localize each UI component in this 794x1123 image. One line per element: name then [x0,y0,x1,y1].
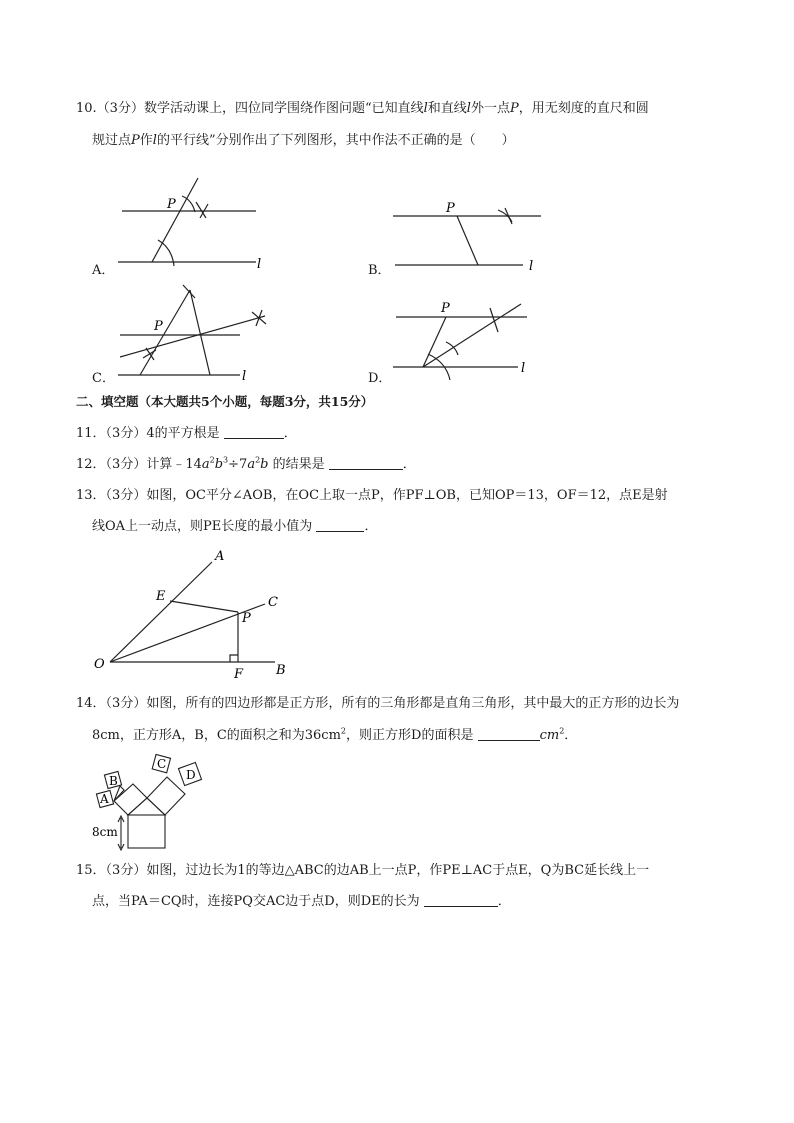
q14-label-length: 8cm [92,825,118,839]
fig-d-l-label: l [521,361,526,376]
q10-var: l [423,101,428,116]
q14-label-a: A [100,792,109,806]
q13-label-f: F [234,667,244,682]
q15-end: ． [497,894,511,909]
q11-end: ． [283,426,297,441]
option-d-label: D． [368,371,392,386]
option-c-label: C． [92,371,115,386]
q14-text: 8cm，正方形A，B，C的面积之和为36cm [92,728,341,743]
q10-text: 规过点 [92,133,132,148]
q12-var: a [247,457,256,472]
q14-exp: 2 [340,726,347,736]
q12-exp: 2 [255,455,261,465]
q10-text: ，用无刻度的直尺和圆 [518,101,649,116]
q14-label-d: D [186,768,196,782]
fig-a-l-label: l [257,257,262,272]
q12-var: b [260,457,269,472]
q12-text: ÷7 [228,457,248,472]
q10-var: l [152,133,157,148]
q15-text: 点，当PA＝CQ时，连接PQ交AC边于点D，则DE的长为 [92,894,420,909]
q10-text: 10.（3分）数学活动课上，四位同学围绕作图问题“已知直线 [76,101,424,116]
q14-line1: 14．（3分）如图，所有的四边形都是正方形，所有的三角形都是直角三角形，其中最大的正方形的边长为 [76,696,680,711]
q15-line1: 15．（3分）如图，过边长为1的等边△ABC的边AB上一点P，作PE⊥AC于点E，Q为BC延长线上一 [76,863,650,878]
q11-text: 11．（3分）4的平方根是 [76,426,220,441]
q12-exp: 2 [209,455,215,465]
q12-var: a [201,457,210,472]
q10-var: P [509,101,519,116]
fig-d-p-label: P [441,301,450,316]
fig-c-p-label: P [154,319,163,334]
q14-label-b: B [109,774,118,788]
q13-line1: 13．（3分）如图，OC平分∠AOB，在OC上取一点P，作PF⊥OB，已知OP＝13，OF＝12，点E是射 [76,488,668,503]
q13-label-b: B [276,663,286,678]
q14-unit: cm [539,728,560,743]
q10-text: 外一点 [470,101,510,116]
q10-text: 的平行线”分别作出了下列图形，其中作法不正确的是（ ） [156,133,515,148]
q12-text: 的结果是 [272,457,325,472]
q15-answer-blank[interactable] [424,894,498,907]
fig-b-l-label: l [529,259,534,274]
q14-label-c: C [157,757,167,771]
q10-text: 作 [139,133,153,148]
fig-a-p-label: P [167,197,176,212]
q13-label-p: P [242,611,251,626]
q14-end: ． [564,728,578,743]
q15-line2 [92,893,511,911]
section-heading: 二、填空题（本大题共5个小题，每题3分，共15分） [76,394,374,409]
q10-text: 和直线 [427,101,467,116]
q13-label-o: O [94,657,105,672]
q14-text: ，则正方形D的面积是 [346,728,474,743]
q12-text: 12．（3分）计算﹣14 [76,457,202,472]
q12-exp: 3 [223,455,229,465]
q14-exp: 2 [559,726,565,736]
q10-var: l [466,101,471,116]
fig-b-p-label: P [446,201,455,216]
q13-label-e: E [156,589,166,604]
option-a-label: A． [92,263,115,278]
q13-text: 线OA上一动点，则PE长度的最小值为 [92,519,313,534]
q13-end: ． [364,519,378,534]
option-b-label: B． [368,263,391,278]
q13-label-a: A [215,549,225,564]
q12-end: ． [402,457,416,472]
q10-var: P [131,133,140,148]
q13-label-c: C [268,595,278,610]
q12-var: b [214,457,224,472]
fig-c-l-label: l [242,369,247,384]
